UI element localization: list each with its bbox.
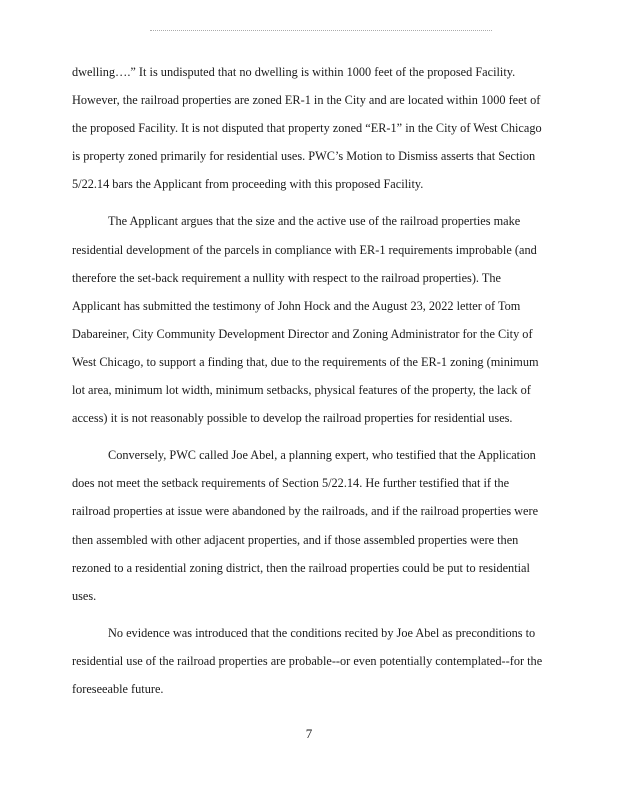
- paragraph-3: [72, 441, 546, 610]
- document-body: [72, 58, 546, 703]
- header-rule: [150, 30, 492, 31]
- text-line: West Chicago, to support a finding that, due to the requirements of the ER-1 zoning (minimum: [72, 354, 539, 369]
- text-line: lot area, minimum lot width, minimum setbacks, physical features of the property, the lack of: [72, 383, 531, 398]
- text-line: dwelling….” It is undisputed that no dwelling is within 1000 feet of the proposed Facility.: [72, 65, 516, 79]
- page-number: 7: [305, 726, 313, 741]
- text-line: access) it is not reasonably possible to develop the railroad properties for residential uses.: [72, 411, 513, 426]
- text-line: rezoned to a residential zoning district, then the railroad properties could be put to residential: [72, 560, 530, 575]
- text-line: Conversely, PWC called Joe Abel, a planning expert, who testified that the Application: [108, 448, 536, 463]
- text-line: Applicant has submitted the testimony of John Hock and the August 23, 2022 letter of Tom: [72, 298, 521, 313]
- text-line: No evidence was introduced that the conditions recited by Joe Abel as preconditions to: [108, 625, 536, 640]
- paragraph-2: [72, 207, 546, 432]
- text-line: foreseeable future.: [72, 681, 164, 696]
- text-line: uses.: [72, 588, 97, 603]
- text-line: The Applicant argues that the size and the active use of the railroad properties make: [108, 214, 521, 229]
- text-line: railroad properties at issue were abandoned by the railroads, and if the railroad properties were: [72, 504, 539, 519]
- text-line: is property zoned primarily for residential uses. PWC’s Motion to Dismiss asserts that Section: [72, 149, 536, 164]
- paragraph-1: [72, 58, 546, 198]
- text-line: residential use of the railroad properties are probable--or even potentially contemplated--for the: [72, 653, 543, 668]
- text-line: 5/22.14 bars the Applicant from proceeding with this proposed Facility.: [72, 177, 424, 192]
- paragraph-4: [72, 619, 546, 703]
- text-line: the proposed Facility. It is not disputed that property zoned “ER-1” in the City of West Chicago: [72, 121, 542, 136]
- text-line: However, the railroad properties are zoned ER-1 in the City and are located within 1000 feet of: [72, 93, 541, 108]
- text-line: therefore the set-back requirement a nullity with respect to the railroad properties). The: [72, 270, 501, 285]
- text-line: residential development of the parcels in compliance with ER-1 requirements improbable (and: [72, 242, 537, 257]
- text-line: Dabareiner, City Community Development Director and Zoning Administrator for the City of: [72, 326, 533, 341]
- text-line: then assembled with other adjacent properties, and if those assembled properties were then: [72, 532, 519, 547]
- text-line: does not meet the setback requirements of Section 5/22.14. He further testified that if the: [72, 476, 510, 491]
